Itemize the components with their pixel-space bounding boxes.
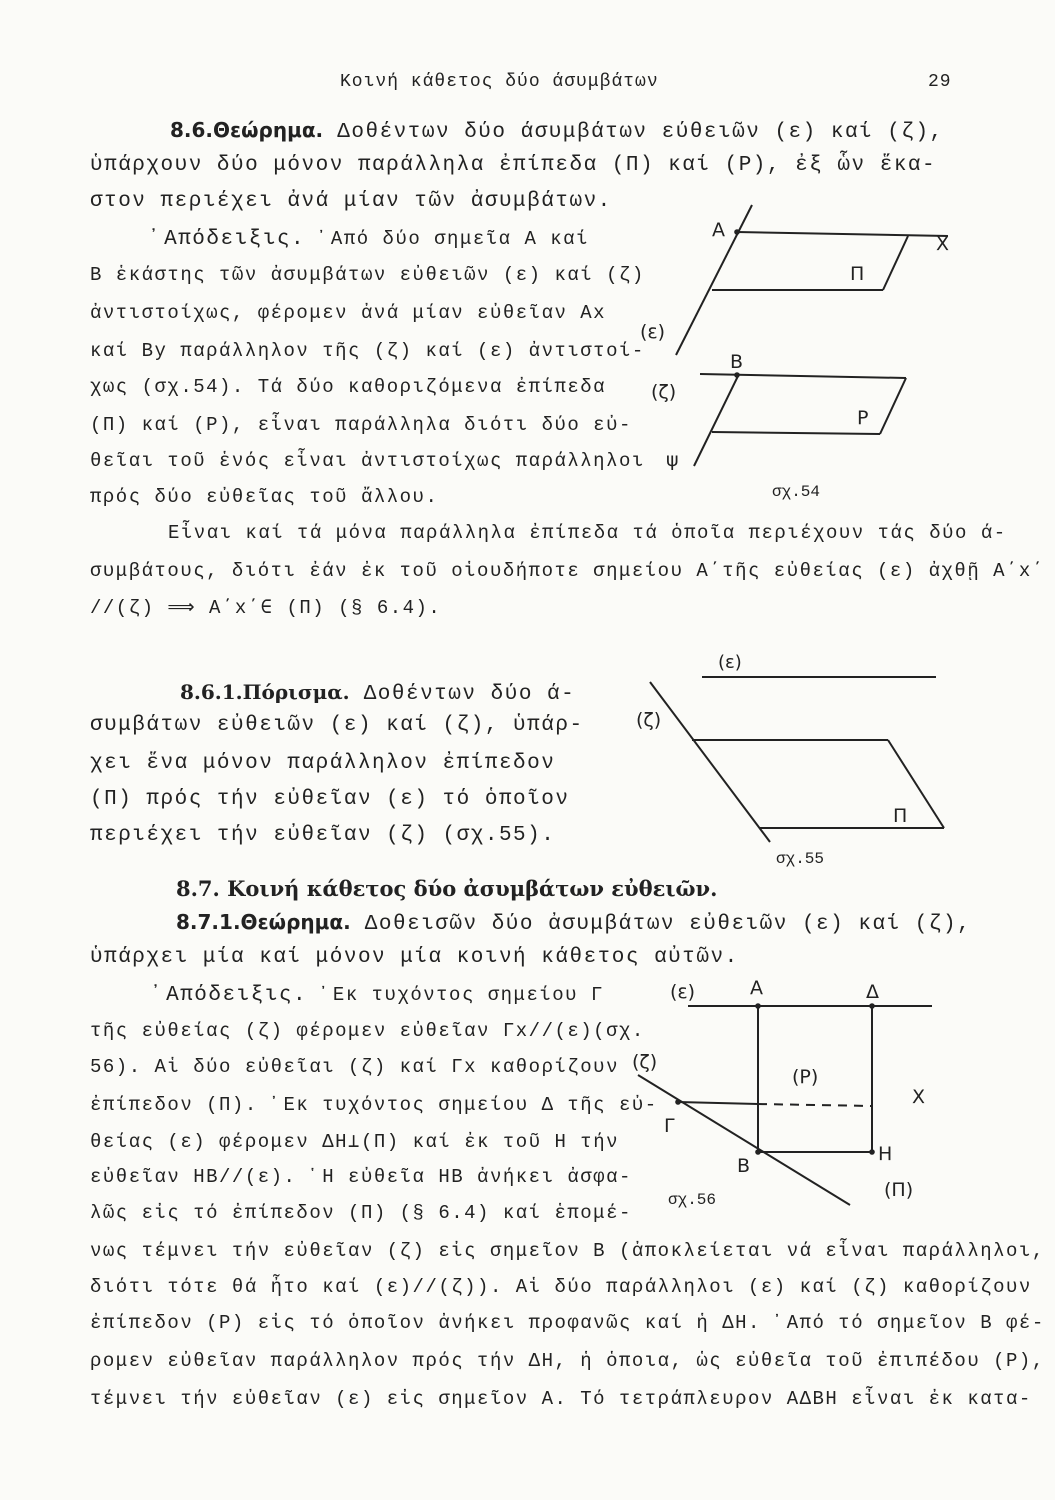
fig54-plane-R-edge — [880, 378, 906, 434]
running-header: Κοινή κάθετος δύο άσυμβάτων — [340, 72, 659, 92]
fig54-label-A: Α — [712, 219, 725, 241]
para2-line-3: //(ζ) ⟹ Α΄x΄∈ (Π) (§ 6.4). — [90, 597, 442, 619]
fig54-line-By — [700, 374, 906, 378]
corollary-line-5: περιέχει τήν εὐθεῖαν (ζ) (σχ.55). — [90, 824, 556, 847]
fig54-diagram — [676, 205, 948, 466]
fig54-label-R: Ρ — [857, 407, 869, 429]
fig55-label-z: (ζ) — [636, 709, 662, 731]
fig56-diagram — [638, 1006, 932, 1205]
proof-label: ᾿Απόδειξις. — [150, 228, 306, 251]
proof2-line-12: τέμνει τήν εὐθεῖαν (ε) εἰς σημεῖον Α. Τό τετράπλευρον ΑΔΒΗ εἶναι ἐκ κατα- — [90, 1388, 1032, 1410]
fig54-label-X: Χ — [936, 233, 950, 255]
proof2-line-3: 56). Αἱ δύο εὐθεῖαι (ζ) καί Γx καθορίζουν — [90, 1056, 619, 1078]
proof-line-5: χως (σχ.54). Τά δύο καθοριζόμενα ἐπίπεδα — [90, 376, 607, 398]
theorem-number: 8.6. — [170, 118, 214, 142]
corollary-line-4: (Π) πρός τήν εὐθεῖαν (ε) τό ὁποῖον — [90, 788, 570, 811]
section-8-7-heading: 8.7. Κοινή κάθετος δύο ἀσυμβάτων εὐθειῶν. — [176, 876, 718, 901]
fig55-line-z — [650, 682, 770, 842]
fig55-label-e: (ε) — [718, 652, 742, 673]
proof2-line-5: θείας (ε) φέρομεν ΔΗ⊥(Π) καί ἐκ τοῦ Η τήν — [90, 1131, 620, 1153]
proof-text: ᾿Από δύο σημεῖα Α καί — [305, 228, 589, 250]
fig56-label-A: Α — [750, 977, 763, 999]
fig56-line-Gx — [678, 1102, 758, 1104]
corollary-text: Δοθέντων δύο ά- — [349, 683, 576, 706]
theorem-label: Θεώρημα. — [240, 910, 351, 934]
proof-text: ᾿Εκ τυχόντος σημείου Γ — [307, 984, 604, 1006]
theorem-number: 8.7.1. — [176, 910, 241, 934]
corollary-number: 8.6.1. — [180, 680, 243, 704]
proof2-line-6: εὐθεῖαν ΗΒ//(ε). ῾Η εὐθεῖα ΗΒ ἀνήκει ἀσφα- — [90, 1166, 632, 1188]
corollary-line-3: χει ἕνα μόνον παράλληλον ἐπίπεδον — [90, 752, 556, 775]
fig56-label-R: (Ρ) — [792, 1066, 819, 1088]
proof-line-8: πρός δύο εὐθεῖας τοῦ ἄλλου. — [90, 486, 439, 508]
proof2-line-8: νως τέμνει τήν εὐθεῖαν (ζ) εἰς σημεῖον Β (ἀποκλείεται νά εἶναι παράλληλοι, — [90, 1240, 1045, 1262]
fig54-label-B: Β — [730, 351, 744, 373]
proof-line-3: ἀντιστοίχως, φέρομεν ἀνά μίαν εὐθεῖαν Αx — [90, 302, 607, 324]
fig54-label-z: (ζ) — [651, 381, 677, 403]
fig54-line-z — [694, 376, 738, 466]
proof-line-6: (Π) καί (Ρ), εἶναι παράλληλα διότι δύο εὐ- — [90, 414, 632, 436]
fig54-plane-P-edge — [883, 236, 908, 290]
theorem-8-6-line-3: στον περιέχει ἀνά μίαν τῶν ἀσυμβάτων. — [90, 190, 612, 213]
fig56-line-Gx-dashed — [758, 1104, 872, 1106]
theorem-8-6-line-2: ὑπάρχουν δύο μόνον παράλληλα ἐπίπεδα (Π) καί (Ρ), ἐξ ὧν ἕκα- — [90, 154, 937, 177]
fig54-label-e: (ε) — [640, 321, 666, 343]
fig56-label-G: Γ — [664, 1115, 675, 1137]
corollary-label: Πόρισμα. — [242, 680, 350, 704]
proof-label: ᾿Απόδειξις. — [152, 984, 308, 1007]
proof-line-2: Β ἑκάστης τῶν ἀσυμβάτων εὐθειῶν (ε) καί (ζ) — [90, 264, 645, 286]
proof2-line-7: λῶς εἰς τό ἐπίπεδον (Π) (§ 6.4) καί ἑπομέ- — [90, 1202, 632, 1224]
fig56-point-H — [869, 1149, 875, 1155]
theorem-text: Δοθεισῶν δύο ἀσυμβάτων εὐθειῶν (ε) καί (ζ), — [350, 913, 972, 936]
fig56-label-e: (ε) — [670, 981, 696, 1003]
fig54-label-P: Π — [850, 263, 865, 285]
fig56-label-B: Β — [737, 1155, 751, 1177]
fig56-point-A — [755, 1003, 761, 1009]
fig56-label-H: Η — [878, 1143, 893, 1165]
fig56-point-D — [869, 1003, 875, 1009]
fig56-point-G — [675, 1099, 681, 1105]
theorem-label: Θεώρημα. — [213, 118, 324, 142]
proof2-line-11: ρομεν εὐθεῖαν παράλληλον πρός τήν ΔΗ, ἡ ὁποια, ὡς εὐθεῖα τοῦ ἐπιπέδου (Ρ), — [90, 1350, 1045, 1372]
fig56-label-P: (Π) — [884, 1179, 914, 1201]
proof2-line-10: ἐπίπεδον (Ρ) εἰς τό ὁποῖον ἀνήκει προφανῶς καί ἡ ΔΗ. ᾿Από τό σημεῖον Β φέ- — [90, 1312, 1045, 1334]
fig56-label-X: Χ — [912, 1086, 926, 1108]
fig56-label-D: Δ — [866, 981, 879, 1003]
para2-line-1: Εἶναι καί τά μόνα παράλληλα ἐπίπεδα τά ὁποῖα περιέχουν τάς δύο ά- — [168, 522, 1007, 544]
theorem-text: Δοθέντων δύο άσυμβάτων εύθειῶν (ε) καί (ζ), — [323, 121, 944, 144]
proof-line-7: θεῖαι τοῦ ἑνός εἶναι ἀντιστοίχως παράλληλοι — [90, 450, 645, 472]
fig54-plane-R-edge — [712, 432, 880, 434]
proof-line-4: καί Βy παράλληλον τῆς (ζ) καί (ε) ἀντιστοί- — [90, 340, 645, 362]
fig54-point-A — [734, 229, 740, 235]
corollary-line-2: συμβάτων εὐθειῶν (ε) καί (ζ), ὑπάρ- — [90, 714, 584, 737]
proof2-line-9: διότι τότε θά ἦτο καί (ε)//(ζ)). Αἱ δύο παράλληλοι (ε) καί (ζ) καθορίζουν — [90, 1276, 1032, 1298]
page-number: 29 — [928, 72, 952, 92]
fig56-label-z: (ζ) — [632, 1051, 658, 1073]
proof2-line-2: τῆς εὐθείας (ζ) φέρομεν εὐθεῖαν Γx//(ε)(σχ. — [90, 1020, 645, 1042]
fig55-caption: σχ.55 — [776, 850, 825, 868]
fig55-label-P: Π — [893, 805, 908, 827]
fig54-line-Ax — [737, 232, 948, 236]
fig54-point-B — [734, 372, 740, 378]
fig56-line-z — [638, 1075, 850, 1205]
proof2-line-4: ἐπίπεδον (Π). ᾿Εκ τυχόντος σημείου Δ τῆς εὐ- — [90, 1094, 658, 1116]
fig56-caption: σχ.56 — [668, 1191, 717, 1209]
theorem-8-7-1-line-2: ὑπάρχει μία καί μόνον μία κοινή κάθετος αὐτῶν. — [90, 946, 739, 969]
fig54-label-y: ψ — [666, 449, 679, 471]
para2-line-2: συμβάτους, διότι ἐάν ἐκ τοῦ οἱουδήποτε σημείου Α΄τῆς εὐθείας (ε) ἀχθῇ Α΄x΄ — [90, 560, 1045, 582]
fig54-caption: σχ.54 — [772, 483, 821, 501]
fig56-point-B — [755, 1149, 761, 1155]
